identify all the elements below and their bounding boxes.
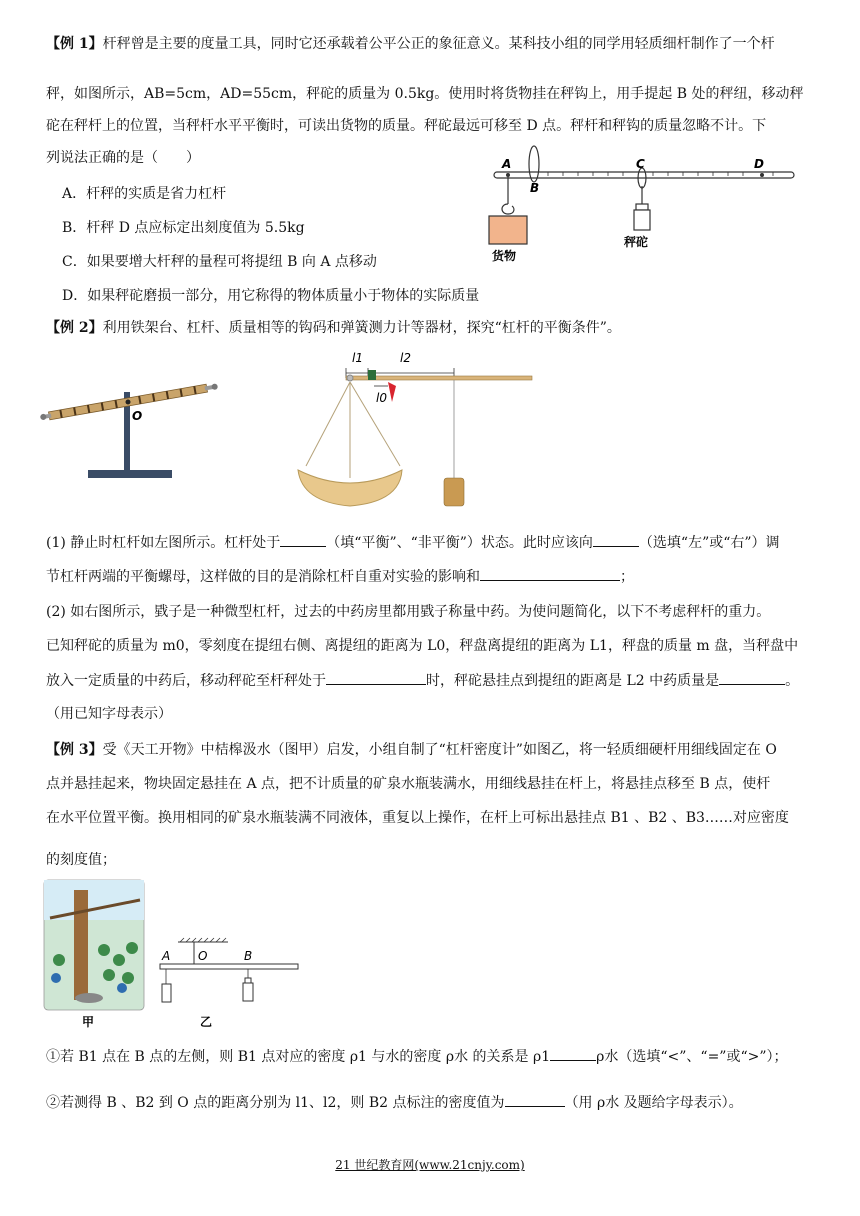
dengzi-balance-figure bbox=[296, 346, 536, 510]
ex3-line1 bbox=[46, 740, 826, 761]
ex1-line2: 秤，如图所示，AB=5cm，AD=55cm，秤砣的质量为 0.5kg。使用时将货物挂在秤钩上，用手提起 B 处的秤纽，移动秤 bbox=[46, 86, 804, 102]
ex1-line4: 列说法正确的是（ ） bbox=[46, 150, 200, 166]
fig3-label-l0: l0 bbox=[376, 391, 387, 405]
ex2-q1-text-a: (1) 静止时杠杆如左图所示。杠杆处于 bbox=[46, 535, 281, 551]
ex3-text1: 受《天工开物》中桔槔汲水（图甲）启发，小组自制了“杠杆密度计”如图乙，将一轻质细硬杆用细线固定在 O bbox=[102, 742, 777, 758]
ex2-q1-blank-state[interactable] bbox=[280, 532, 326, 547]
ex2-q1-text-e: ； bbox=[620, 569, 634, 585]
fig1-label-c: C bbox=[636, 157, 645, 171]
ex3-q2-text-b: （用 ρ水 及题给字母表示）。 bbox=[564, 1095, 743, 1111]
well-sweep-picture bbox=[44, 880, 144, 1030]
fig5-label-b: B bbox=[244, 949, 253, 963]
ex3-q1 bbox=[46, 1046, 826, 1068]
ex1-option-c: C．如果要增大杆秤的量程可将提纽 B 向 A 点移动 bbox=[62, 254, 377, 270]
ex3-q2-text-a: ②若测得 B 、B2 到 O 点的距离分别为 l1、l2，则 B2 点标注的密度值为 bbox=[46, 1095, 505, 1111]
ex3-line2: 点并悬挂起来，物块固定悬挂在 A 点，把不计质量的矿泉水瓶装满水，用细线悬挂在杆上，将悬挂点移至 B 点，使杆 bbox=[46, 776, 771, 792]
steelyard-figure bbox=[488, 142, 800, 272]
lever-stand-figure bbox=[40, 372, 220, 482]
ex2-q1-blank-purpose[interactable] bbox=[480, 566, 620, 581]
ex3-line3: 在水平位置平衡。换用相同的矿泉水瓶装满不同液体，重复以上操作，在杆上可标出悬挂点 B1 、B2 、B3……对应密度 bbox=[46, 810, 789, 826]
fig3-label-l1: l1 bbox=[352, 351, 363, 365]
ex2-q2-line1: (2) 如右图所示，戥子是一种微型杠杆，过去的中药房里都用戥子称量中药。为使问题简化，以下不考虑秤杆的重力。 bbox=[46, 604, 771, 620]
ex3-label: 【例 3】 bbox=[46, 742, 103, 758]
ex2-q1-line1 bbox=[46, 532, 826, 554]
fig2-label-o: O bbox=[132, 409, 143, 423]
lever-densimeter-figure bbox=[156, 938, 306, 1030]
ex2-q2-line2: 已知秤砣的质量为 m0，零刻度在提纽右侧、离提纽的距离为 L0，秤盘离提纽的距离为 L1，秤盘的质量 m 盘，当秤盘中 bbox=[46, 638, 799, 654]
ex2-q1-blank-direction[interactable] bbox=[593, 532, 639, 547]
ex2-q1-text-b: （填“平衡”、“非平衡”）状态。此时应该向 bbox=[326, 535, 593, 551]
fig1-label-goods: 货物 bbox=[492, 249, 517, 263]
ex2-q2-text-b: 时，秤砣悬挂点到提纽的距离是 L2 中药质量是 bbox=[426, 673, 720, 689]
fig1-label-weight: 秤砣 bbox=[624, 235, 649, 249]
fig4-label-jia: 甲 bbox=[82, 1015, 95, 1029]
ex1-option-b: B．杆秤 D 点应标定出刻度值为 5.5kg bbox=[62, 220, 305, 236]
ex2-label: 【例 2】 bbox=[46, 320, 103, 336]
ex1-label: 【例 1】 bbox=[46, 36, 103, 52]
ex2-q1-text-d: 节杠杆两端的平衡螺母，这样做的目的是消除杠杆自重对实验的影响和 bbox=[46, 569, 480, 585]
fig5-label-yi: 乙 bbox=[200, 1015, 213, 1029]
fig1-label-d: D bbox=[754, 157, 764, 171]
ex3-q2 bbox=[46, 1092, 826, 1114]
ex1-option-a: A．杆秤的实质是省力杠杆 bbox=[62, 186, 227, 202]
ex2-q2-line4: （用已知字母表示） bbox=[46, 706, 172, 722]
ex2-intro-text: 利用铁架台、杠杆、质量相等的钩码和弹簧测力计等器材，探究“杠杆的平衡条件”。 bbox=[102, 320, 621, 336]
ex2-q1-text-c: （选填“左”或“右”）调 bbox=[638, 535, 780, 551]
ex3-q1-blank-relation[interactable] bbox=[550, 1046, 596, 1061]
ex2-q2-text-a: 放入一定质量的中药后，移动秤砣至杆秤处于 bbox=[46, 673, 326, 689]
fig5-label-a: A bbox=[162, 949, 171, 963]
ex3-line4: 的刻度值； bbox=[46, 852, 116, 868]
ex3-q1-text-a: ①若 B1 点在 B 点的左侧，则 B1 点对应的密度 ρ1 与水的密度 ρ水 的关系是 ρ1 bbox=[46, 1049, 551, 1065]
fig5-label-o: O bbox=[198, 949, 208, 963]
ex3-q2-blank-density[interactable] bbox=[505, 1092, 565, 1107]
ex1-line1 bbox=[46, 34, 826, 55]
fig3-label-l2: l2 bbox=[400, 351, 411, 365]
ex1-text1: 杆秤曾是主要的度量工具，同时它还承载着公平公正的象征意义。某科技小组的同学用轻质细杆制作了一个杆 bbox=[102, 36, 775, 52]
ex2-q2-text-c: 。 bbox=[785, 673, 800, 689]
ex2-q2-blank-mass[interactable] bbox=[719, 670, 785, 685]
ex2-q2-line3 bbox=[46, 670, 826, 692]
fig1-label-a: A bbox=[502, 157, 512, 171]
ex3-q1-text-b: ρ水（选填“<”、“=”或“>”）； bbox=[596, 1049, 788, 1065]
ex2-intro bbox=[46, 318, 826, 339]
ex1-line3: 砣在秤杆上的位置，当秤杆水平平衡时，可读出货物的质量。秤砣最远可移至 D 点。秤杆和秤钩的质量忽略不计。下 bbox=[46, 118, 767, 134]
ex2-q2-blank-state[interactable] bbox=[326, 670, 426, 685]
ex1-option-d: D．如果秤砣磨损一部分，用它称得的物体质量小于物体的实际质量 bbox=[62, 288, 480, 304]
footer-link[interactable]: 21 世纪教育网(www.21cnjy.com) bbox=[335, 1158, 525, 1172]
ex2-q1-line2 bbox=[46, 566, 826, 588]
fig1-label-b: B bbox=[530, 181, 540, 195]
